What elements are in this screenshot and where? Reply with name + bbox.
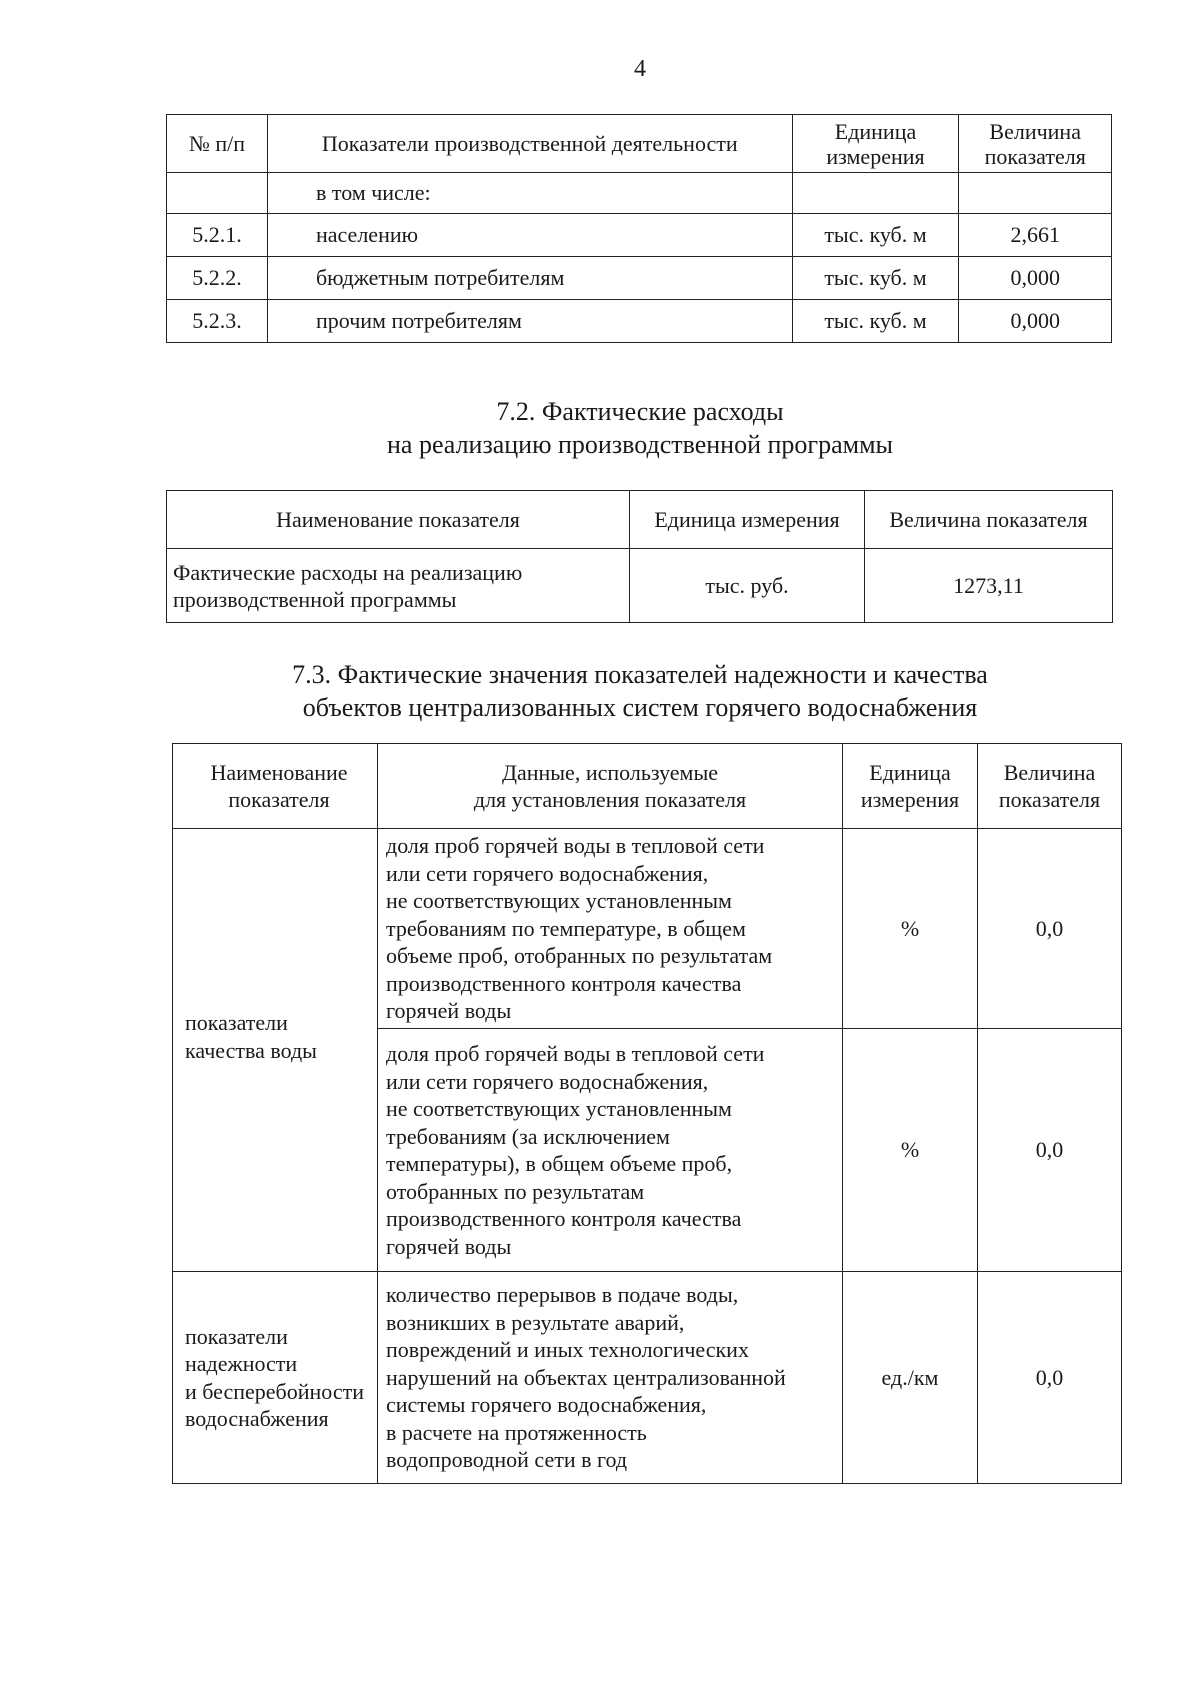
reliability-quality-table: [172, 743, 1122, 1484]
row-data: количество перерывов в подаче воды, возникших в результате аварий, повреждений и иных технологических нарушений на объектах централизованной системы горячего водоснабжения, в расчете на протяженность водопроводной сети в год: [378, 1272, 843, 1484]
table-row: [173, 1272, 1122, 1484]
table-row: [173, 829, 1122, 1029]
table-header-row: [167, 491, 1113, 549]
row-value: 1273,11: [865, 549, 1113, 623]
row-unit: %: [843, 1029, 978, 1272]
row-indicator: Фактические расходы на реализацию производственной программы: [167, 549, 630, 623]
header-indicator: Показатели производственной деятельности: [267, 115, 792, 173]
header-number: № п/п: [167, 115, 268, 173]
row-data: доля проб горячей воды в тепловой сети или сети горячего водоснабжения, не соответствующих установленным требованиям (за исключением температуры), в общем объеме проб, отобранных по результатам производственного контроля качества горячей воды: [378, 1029, 843, 1272]
row-unit: тыс. куб. м: [792, 257, 959, 300]
subheading-row: [167, 173, 1112, 214]
production-indicators-table: [166, 114, 1112, 343]
row-value: 0,0: [978, 1272, 1122, 1484]
row-value: 0,000: [959, 257, 1112, 300]
header-value: Величина показателя: [959, 115, 1112, 173]
row-number: 5.2.1.: [167, 214, 268, 257]
row-value: 0,0: [978, 829, 1122, 1029]
table-row: [167, 549, 1113, 623]
page-number: 4: [634, 56, 646, 82]
table-row: [167, 300, 1112, 343]
header-indicator-name: Наименование показателя: [173, 744, 378, 829]
table-cell: [792, 173, 959, 214]
table-header-row: [167, 115, 1112, 173]
row-unit: тыс. руб.: [630, 549, 865, 623]
row-indicator: населению: [267, 214, 792, 257]
row-data: доля проб горячей воды в тепловой сети или сети горячего водоснабжения, не соответствующих установленным требованиям по температуре, в общем объеме проб, отобранных по результатам производственного контроля качества горячей воды: [378, 829, 843, 1029]
section-title-7-3: 7.3. Фактические значения показателей надежности и качества объектов централизованных систем горячего водоснабжения: [292, 660, 988, 722]
header-unit: Единица измерения: [630, 491, 865, 549]
row-unit: тыс. куб. м: [792, 214, 959, 257]
group-name: показатели надежности и бесперебойности водоснабжения: [173, 1272, 378, 1484]
header-data: Данные, используемые для установления показателя: [378, 744, 843, 829]
row-indicator: прочим потребителям: [267, 300, 792, 343]
row-value: 0,0: [978, 1029, 1122, 1272]
row-value: 0,000: [959, 300, 1112, 343]
row-indicator: бюджетным потребителям: [267, 257, 792, 300]
header-unit: Единица измерения: [843, 744, 978, 829]
table-row: [167, 257, 1112, 300]
row-unit: %: [843, 829, 978, 1029]
header-unit: Единица измерения: [792, 115, 959, 173]
row-unit: тыс. куб. м: [792, 300, 959, 343]
section-title-7-2: 7.2. Фактические расходы на реализацию производственной программы: [386, 397, 893, 459]
table-header-row: [173, 744, 1122, 829]
row-value: 2,661: [959, 214, 1112, 257]
row-unit: ед./км: [843, 1272, 978, 1484]
table-cell: [167, 173, 268, 214]
table-cell: [959, 173, 1112, 214]
group-name: показатели качества воды: [173, 829, 378, 1272]
header-value: Величина показателя: [978, 744, 1122, 829]
actual-expenses-table: [166, 490, 1113, 623]
subheading-label: в том числе:: [267, 173, 792, 214]
row-number: 5.2.2.: [167, 257, 268, 300]
row-number: 5.2.3.: [167, 300, 268, 343]
table-row: [167, 214, 1112, 257]
header-indicator-name: Наименование показателя: [167, 491, 630, 549]
header-value: Величина показателя: [865, 491, 1113, 549]
